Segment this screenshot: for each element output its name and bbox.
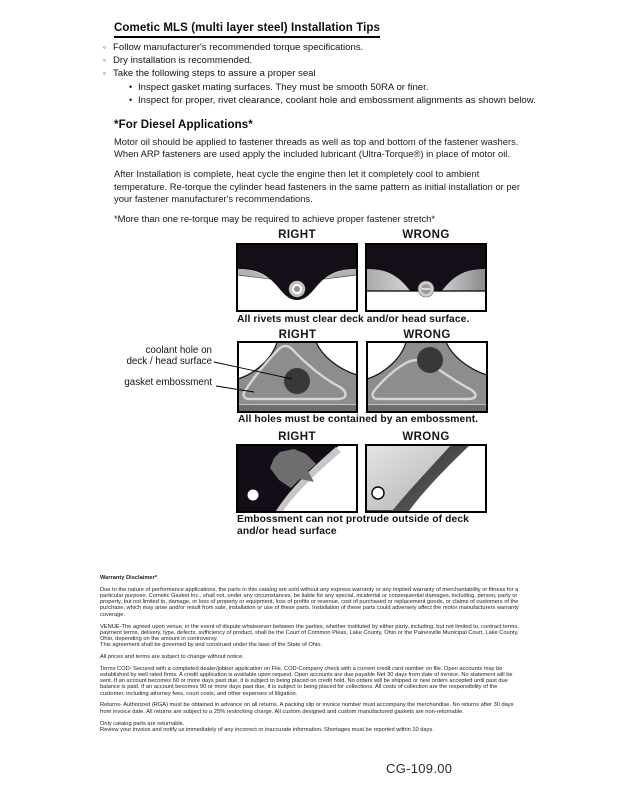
caption-holes: All holes must be contained by an embossment. xyxy=(238,414,479,425)
diagram-embossment-right xyxy=(236,444,358,513)
paragraph: *More than one re-torque may be required to achieve proper fastener stretch* xyxy=(114,213,436,225)
annotation-text: deck / head surface xyxy=(126,355,212,367)
gasket-embossment-annotation: gasket embossment xyxy=(124,377,212,388)
caption-rivets: All rivets must clear deck and/or head surface. xyxy=(237,314,470,325)
right-label: RIGHT xyxy=(278,329,317,341)
list-item xyxy=(103,54,573,67)
tip-text: Dry installation is recommended. xyxy=(113,55,253,67)
wrong-label: WRONG xyxy=(402,229,450,241)
caption-line: and/or head surface xyxy=(237,525,337,537)
diagram-embossment-wrong xyxy=(365,444,487,513)
bullet-icon: ◦ xyxy=(103,68,107,79)
diesel-applications-heading: *For Diesel Applications* xyxy=(114,119,253,131)
tip-text: Follow manufacturer's recommended torque specifications. xyxy=(113,42,364,53)
caption-line: Embossment can not protrude outside of deck xyxy=(237,514,470,525)
diagram-rivet-wrong xyxy=(365,243,487,312)
legal-paragraph: VENUE-The agreed upon venue, in the event of dispute whatsoever between the parties, whether instituted by either party, including, but not limited to, contract terms, payment terms, delivery, type, defects, sufficiency of product, shall be the Court of Common Pleas, Lake County, Ohio or the Painesville Municipal Court, Lake County, Ohio, depending on the amount in controversy. xyxy=(100,623,519,642)
right-label: RIGHT xyxy=(278,229,316,241)
legal-paragraph: Terms COD- Secured with a completed dealer/jobber application on File, COD-Company check with a current credit card number on file. Open accounts may be established by well rated firms. A credit application is available upon request. Open accounts are due payable Net 30 days from date of invoice. No statement will be sent. If an account becomes 60 or more days past due, it is subject to being placed on credit hold. No orders will be shipped or new orders accepted until past due balance is paid. If an account becomes 90 or more days past due, it is subject to being placed for collections. All costs of collection are the responsibility of the customer, including attorney fees, court costs, and other expenses of litigation. xyxy=(100,665,513,697)
sub-bullet-icon: • xyxy=(129,94,133,105)
legal-paragraph: All prices and terms are subject to change without notice. xyxy=(100,653,244,660)
diagram-hole-wrong xyxy=(366,341,488,413)
legal-fine-print xyxy=(100,575,521,739)
list-item xyxy=(129,81,573,94)
sub-bullet-icon: • xyxy=(129,81,133,92)
diesel-paragraphs xyxy=(114,136,528,233)
tip-text: Inspect gasket mating surfaces. They must be smooth 50RA or finer. xyxy=(138,81,429,93)
bullet-icon: ◦ xyxy=(103,42,107,52)
tip-text: Inspect for proper, rivet clearance, coolant hole and embossment alignments as shown below. xyxy=(138,94,536,106)
diagram-hole-right xyxy=(237,341,358,413)
annotation-text: coolant hole on xyxy=(145,345,212,356)
legal-paragraph: Review your invoice and notify us immediately of any incorrect or inaccurate information. Shortages must be reported within 10 days. xyxy=(100,726,434,733)
paragraph: Motor oil should be applied to fastener threads as well as top and bottom of the fastener washers. When ARP fasteners are used apply the included lubricant (Ultra-Torque®) in place of motor oil. xyxy=(114,136,519,160)
caption-embossment xyxy=(237,514,469,538)
page-title: Cometic MLS (multi layer steel) Installation Tips xyxy=(114,22,380,38)
warranty-disclaimer-heading: Warranty Disclaimer* xyxy=(100,575,158,581)
legal-paragraph: Only catalog parts are returnable. xyxy=(100,720,185,727)
list-item xyxy=(103,41,573,54)
legal-paragraph: Returns- Authorized (RGA) must be obtained in advance on all returns. A packing slip or invoice number must accompany the merchandise. No returns after 30 days from invoice date. All returns are subject to a 25% restocking charge. All custom designed and custom manufactured gaskets are non-returnable. xyxy=(100,702,514,715)
installation-tips-list xyxy=(103,41,573,107)
wrong-label: WRONG xyxy=(402,431,450,443)
tip-text: Take the following steps to assure a proper seal xyxy=(113,68,316,80)
paragraph: After Installation is complete, heat cycle the engine then let it completely cool to ambient temperature. Re-torque the cylinder head fasteners in the same pattern as initial installation or per your fastener manufacturer's recommendations. xyxy=(114,168,520,205)
legal-paragraph: Due to the nature of performance applications, the parts in this catalog are sold without any express warranty or any implied warranty of merchantability or fitness for a particular purpose. Cometic Gasket Inc., shall not, under any circumstances, be liable for any special, incidental or consequential damages, including, person, party or property, but not limited to, damage, or loss of property or equipment, loss of profits or revenue, cost of purchased or replacement goods, or claims of customers of the purchase, which may arise and/or result from sale, installation or use of these parts. Installation of these parts could adversely affect the motor manufacturers warranty coverage. xyxy=(100,586,519,618)
right-label: RIGHT xyxy=(278,431,316,443)
list-item xyxy=(129,94,573,107)
coolant-hole-annotation xyxy=(94,346,212,368)
list-item xyxy=(103,67,573,80)
legal-paragraph: This agreement shall be governed by and construed under the laws of the State of Ohio. xyxy=(100,642,322,648)
page-code: CG-109.00 xyxy=(386,761,453,776)
bullet-icon: ◦ xyxy=(103,55,107,66)
wrong-label: WRONG xyxy=(403,329,451,341)
diagram-rivet-right xyxy=(236,243,358,312)
